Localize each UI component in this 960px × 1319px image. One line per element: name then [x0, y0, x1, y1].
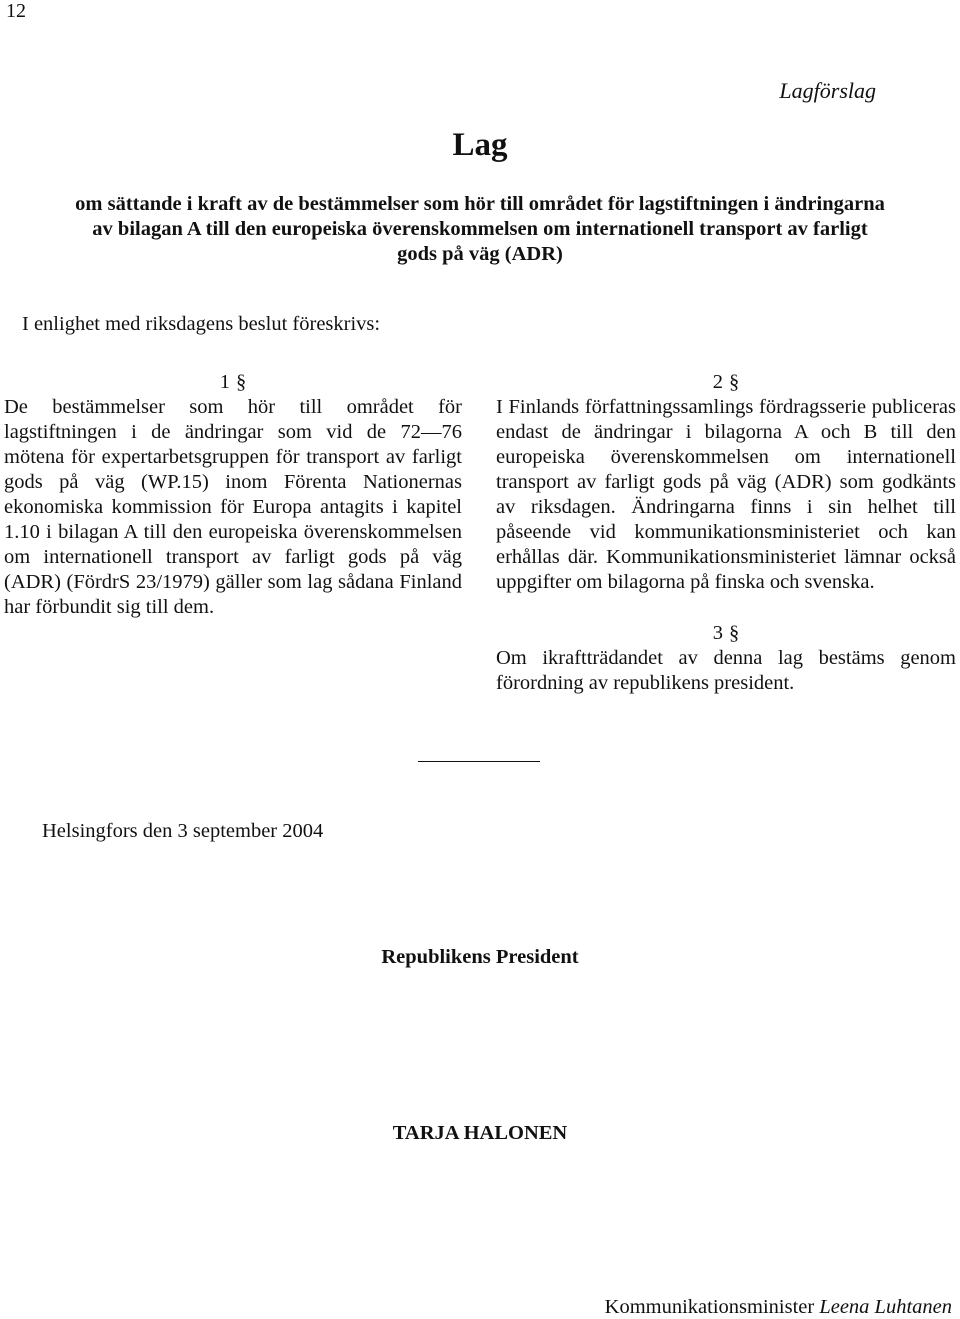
section-heading	[4, 370, 462, 395]
president-name: TARJA HALONEN	[392, 1122, 568, 1144]
section-symbol: §	[729, 622, 740, 644]
section-text: De bestämmelser som hör till området för lagstiftningen i de ändringar som vid de 72—76 mötena för expertarbetsgruppen för transport av farligt gods på väg (WP.15) inom Förenta Nationernas ekonomiska kommission för Europa antagits i kapitel 1.10 i bilagan A till den europeiska överenskommelsen om internationell transport av farligt gods på väg (ADR) (FördrS 23/1979) gäller som lag sådana Finland har förbundit sig till dem.	[4, 396, 462, 618]
page-number: 12	[6, 0, 26, 22]
right-column	[496, 370, 956, 696]
section-number: 3	[712, 622, 723, 644]
minister-title: Kommunikationsminister	[604, 1296, 815, 1318]
section-number: 2	[712, 371, 723, 393]
document-kind: Lagförslag	[779, 78, 876, 103]
section-heading	[496, 621, 956, 646]
section-text: Om ikraftträdandet av denna lag bestäms genom förordning av republikens president.	[496, 647, 956, 694]
section-1	[4, 370, 462, 620]
section-symbol: §	[236, 371, 247, 393]
minister-name: Leena Luhtanen	[819, 1296, 952, 1318]
section-end-rule	[418, 761, 540, 762]
subtitle-line: av bilagan A till den europeiska överenskommelsen om internationell transport av farligt	[92, 218, 868, 240]
preamble: I enlighet med riksdagens beslut föreskrivs:	[22, 313, 381, 335]
minister-signature	[605, 1296, 952, 1319]
place-date: Helsingfors den 3 september 2004	[42, 820, 324, 842]
subtitle-line: gods på väg (ADR)	[397, 243, 563, 265]
section-symbol: §	[729, 371, 740, 393]
document-title: Lag	[452, 127, 508, 163]
section-text: I Finlands författningssamlings fördragsserie publiceras endast de ändringar i bilagorna A och B till den europeiska överenskommelsen om internationell transport av farligt gods på väg (ADR) som godkänts av riksdagen. Ändringarna finns i sin helhet till påseende vid kommunikationsministeriet och kan erhållas där. Kommunikationsministeriet lämnar också uppgifter om bilagorna på finska och svenska.	[496, 396, 956, 593]
section-2	[496, 370, 956, 595]
section-3	[496, 621, 956, 696]
document-subtitle	[4, 192, 956, 267]
president-title: Republikens President	[381, 946, 579, 968]
section-number: 1	[219, 371, 230, 393]
section-heading	[496, 370, 956, 395]
subtitle-line: om sättande i kraft av de bestämmelser som hör till området för lagstiftningen i ändringarna	[75, 193, 885, 215]
